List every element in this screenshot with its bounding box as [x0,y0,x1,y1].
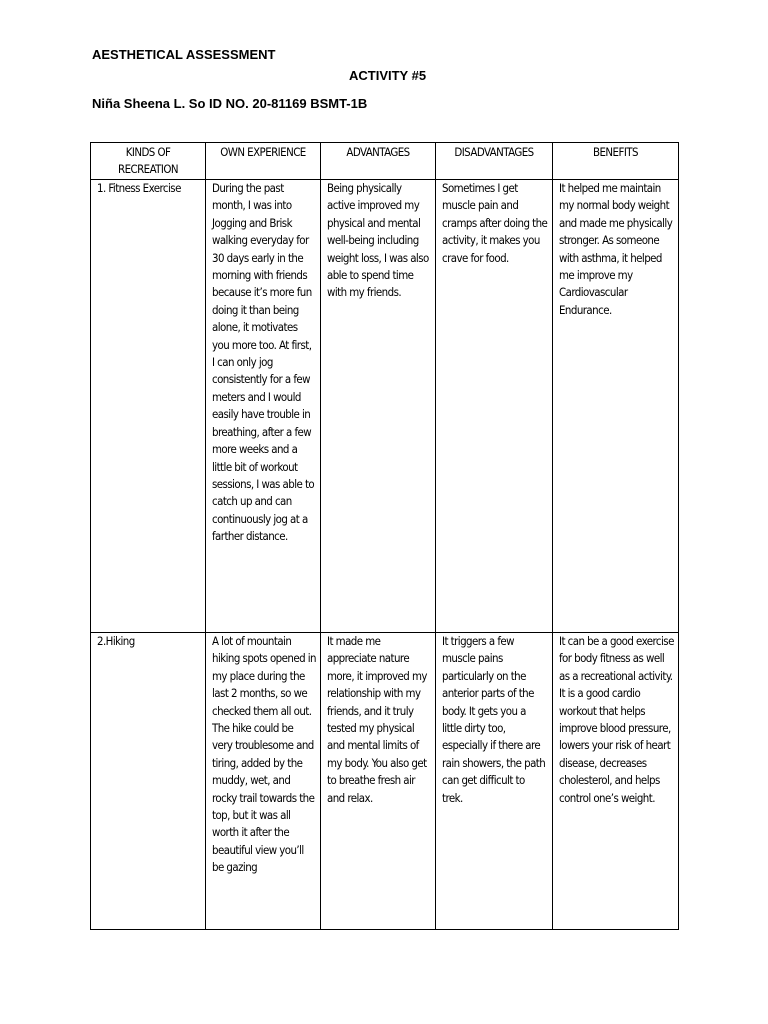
cell-benefits [553,633,679,930]
cell-disadvantages [436,180,553,633]
cell-kind-text: 1. Fitness Exercise [97,181,181,195]
header-disadvantages: DISADVANTAGES [436,143,553,180]
student-info: Niña Sheena L. So ID NO. 20-81169 BSMT-1B [92,96,368,111]
cell-kind [91,633,206,930]
cell-experience-text: A lot of mountain hiking spots opened in my place during the last 2 months, so we checked them all out. The hike could be very troublesome and tiring, added by the muddy, wet, and rocky trail towards the top, but it was all worth it after the beautiful view you’ll be gazing [212,634,316,875]
header-kinds-of-recreation: KINDS OF RECREATION [91,143,206,180]
header-benefits: BENEFITS [553,143,679,180]
cell-advantages [321,180,436,633]
cell-disadvantages [436,633,553,930]
cell-disadvantages-text: It triggers a few muscle pains particularly on the anterior parts of the body. It gets you a little dirty too, especially if there are rain showers, the path can get difficult to trek. [442,634,546,805]
cell-disadvantages-text: Sometimes I get muscle pain and cramps after doing the activity, it makes you crave for food. [442,181,548,265]
header-advantages: ADVANTAGES [321,143,436,180]
cell-experience [206,633,321,930]
cell-kind-text: 2.Hiking [97,634,135,648]
cell-advantages-text: Being physically active improved my physical and mental well-being including weight loss, I was also able to spend time with my friends. [327,181,429,300]
cell-benefits [553,180,679,633]
recreation-table [90,142,679,930]
table-row [91,633,679,930]
table-row [91,180,679,633]
cell-benefits-text: It can be a good exercise for body fitness as well as a recreational activity. It is a good cardio workout that helps improve blood pressure, lowers your risk of heart disease, decreases cholesterol, and helps control one’s weight. [559,634,674,805]
cell-benefits-text: It helped me maintain my normal body weight and made me physically stronger. As someone with asthma, it helped me improve my Cardiovascular Endurance. [559,181,673,317]
table-header-row [91,143,679,180]
cell-kind [91,180,206,633]
cell-advantages-text: It made me appreciate nature more, it improved my relationship with my friends, and it truly tested my physical and mental limits of my body. You also get to breathe fresh air and relax. [327,634,427,805]
cell-experience [206,180,321,633]
header-own-experience: OWN EXPERIENCE [206,143,321,180]
cell-experience-text: During the past month, I was into Jogging and Brisk walking everyday for 30 days early in the morning with friends because it’s more fun doing it than being alone, it motivates you more too. At first, I can only jog consistently for a few meters and I would easily have trouble in breathing, after a few more weeks and a little bit of workout sessions, I was able to catch up and can continuously jog at a farther distance. [212,181,315,544]
document-title: AESTHETICAL ASSESSMENT [92,47,276,62]
activity-number: ACTIVITY #5 [349,68,427,83]
cell-advantages [321,633,436,930]
